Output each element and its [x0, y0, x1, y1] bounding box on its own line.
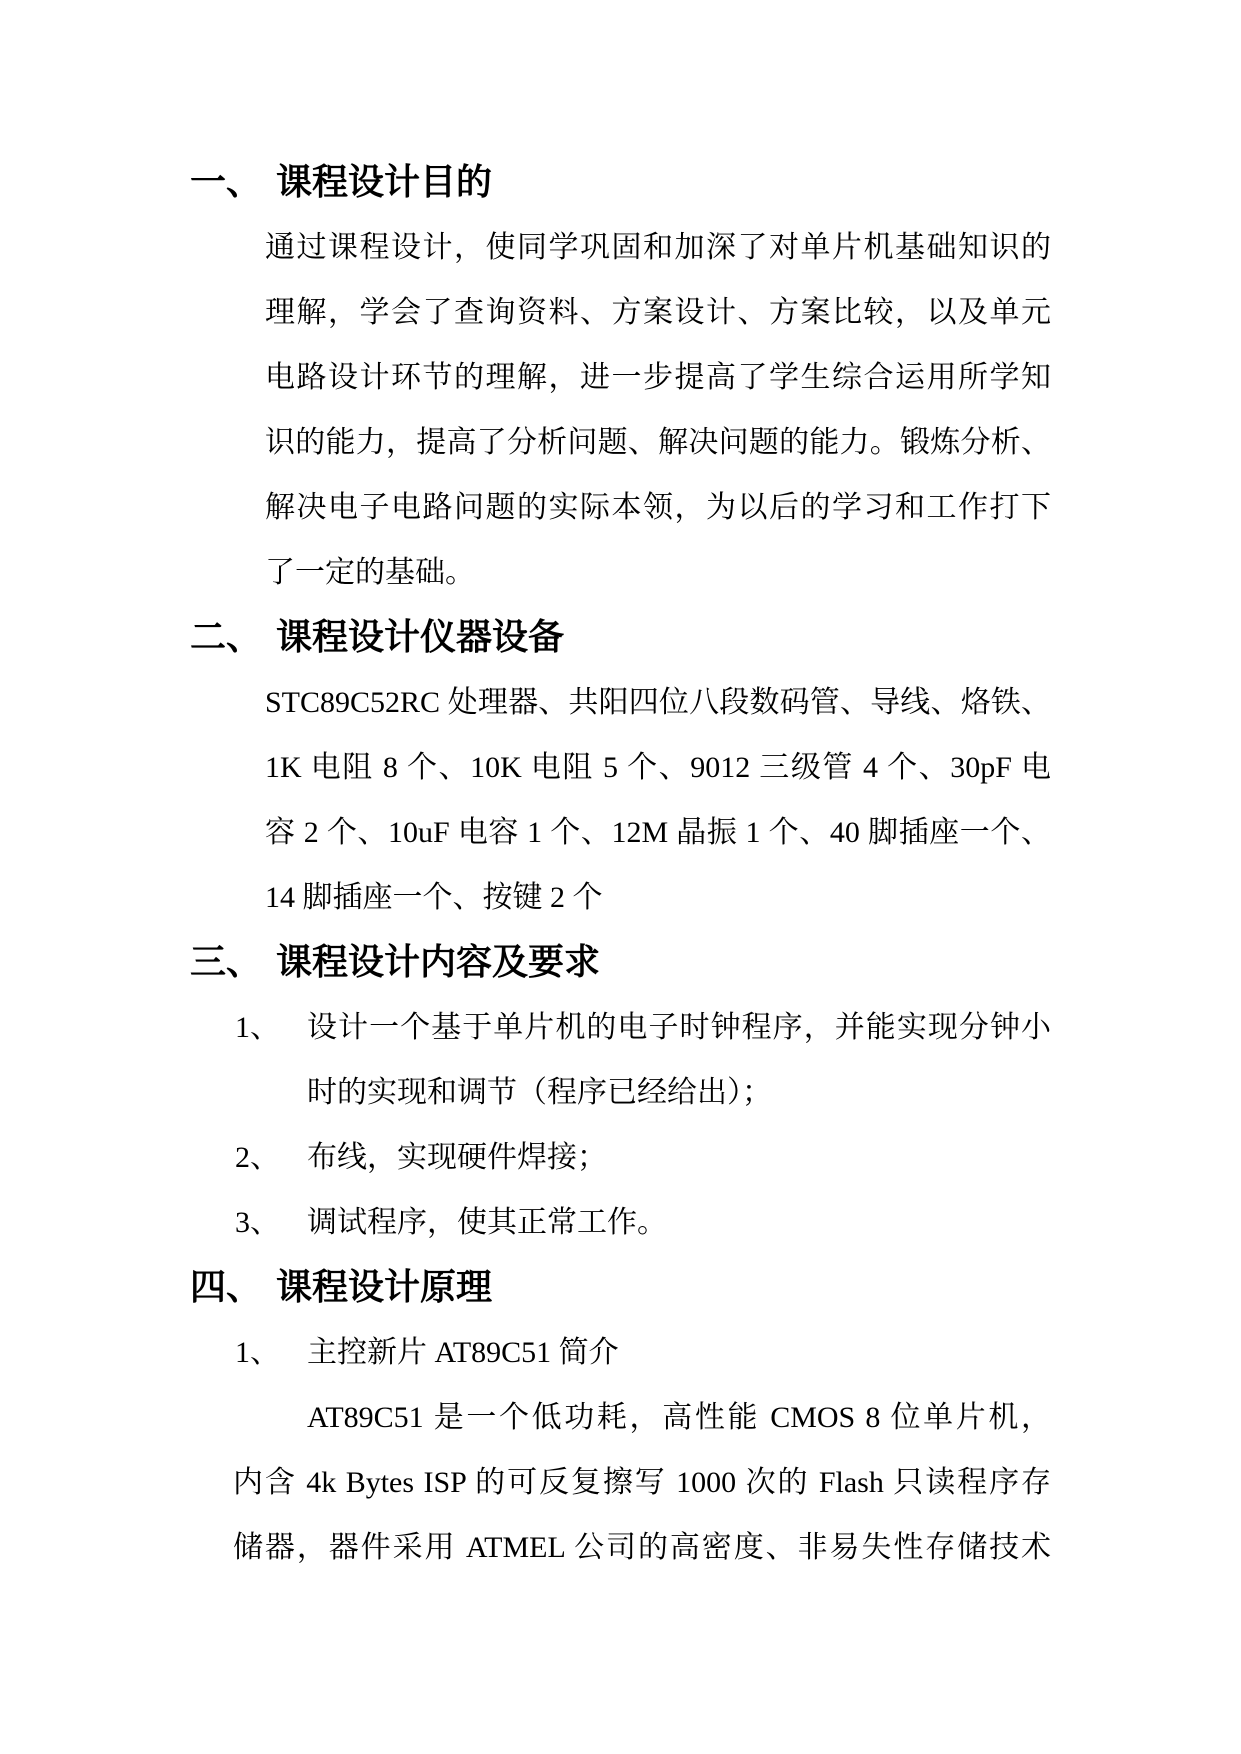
paragraph-line-row [0, 280, 1241, 345]
list-item-number: 3、 [235, 1206, 280, 1239]
list-item-number: 2、 [235, 1141, 280, 1174]
section-number: 一、 [190, 162, 263, 202]
paragraph-line-row [0, 735, 1241, 800]
paragraph-line-row [0, 215, 1241, 280]
paragraph-line: 识的能力，提高了分析问题、解决问题的能力。锻炼分析、 [265, 426, 1051, 459]
list-item-text: 布线，实现硬件焊接； [307, 1141, 607, 1174]
section-heading [0, 605, 1241, 670]
paragraph-line-row [0, 540, 1241, 605]
section-title: 课程设计目的 [276, 162, 493, 202]
paragraph-line: STC89C52RC 处理器、共阳四位八段数码管、导线、烙铁、 [265, 686, 1051, 719]
list-item-text: 设计一个基于单片机的电子时钟程序，并能实现分钟小 [307, 1011, 1051, 1044]
list-item [0, 995, 1241, 1060]
list-item-number: 1、 [235, 1011, 280, 1044]
paragraph-line-row [0, 800, 1241, 865]
list-item-text: 时的实现和调节（程序已经给出）； [307, 1076, 772, 1109]
paragraph-line-row [0, 410, 1241, 475]
paragraph-line-row [0, 345, 1241, 410]
list-item [0, 1125, 1241, 1190]
paragraph-line: AT89C51 是一个低功耗，高性能 CMOS 8 位单片机， [307, 1401, 1051, 1434]
section-heading [0, 150, 1241, 215]
paragraph-line: 电路设计环节的理解，进一步提高了学生综合运用所学知 [265, 361, 1051, 394]
section-heading [0, 930, 1241, 995]
subsection-heading [0, 1320, 1241, 1385]
paragraph-line: 解决电子电路问题的实际本领，为以后的学习和工作打下 [265, 491, 1051, 524]
paragraph-line: 1K 电阻 8 个、10K 电阻 5 个、9012 三级管 4 个、30pF 电 [265, 751, 1051, 784]
list-item-text: 调试程序，使其正常工作。 [307, 1206, 667, 1239]
paragraph-line: 内含 4k Bytes ISP 的可反复擦写 1000 次的 Flash 只读程序存 [233, 1466, 1051, 1499]
section-title: 课程设计内容及要求 [276, 942, 601, 982]
paragraph-line: 理解，学会了查询资料、方案设计、方案比较，以及单元 [265, 296, 1051, 329]
paragraph-line: 通过课程设计，使同学巩固和加深了对单片机基础知识的 [265, 231, 1051, 264]
paragraph-line-row [0, 670, 1241, 735]
subsection-number: 1、 [235, 1336, 280, 1369]
paragraph-line-row [0, 1515, 1241, 1580]
list-item-continuation [0, 1060, 1241, 1125]
section-heading [0, 1255, 1241, 1320]
paragraph-line-row [0, 1385, 1241, 1450]
paragraph-line: 容 2 个、10uF 电容 1 个、12M 晶振 1 个、40 脚插座一个、 [265, 816, 1051, 849]
document-body [0, 150, 1241, 1580]
section-number: 四、 [190, 1267, 263, 1307]
paragraph-line-row [0, 865, 1241, 930]
paragraph-line: 储器，器件采用 ATMEL 公司的高密度、非易失性存储技术 [233, 1531, 1051, 1564]
paragraph-line-row [0, 1450, 1241, 1515]
paragraph-line: 14 脚插座一个、按键 2 个 [265, 881, 603, 914]
section-number: 三、 [190, 942, 263, 982]
subsection-title: 主控新片 AT89C51 简介 [307, 1336, 619, 1369]
list-item [0, 1190, 1241, 1255]
section-number: 二、 [190, 617, 263, 657]
section-title: 课程设计原理 [276, 1267, 493, 1307]
section-title: 课程设计仪器设备 [276, 617, 565, 657]
paragraph-line-row [0, 475, 1241, 540]
paragraph-line: 了一定的基础。 [265, 556, 475, 589]
